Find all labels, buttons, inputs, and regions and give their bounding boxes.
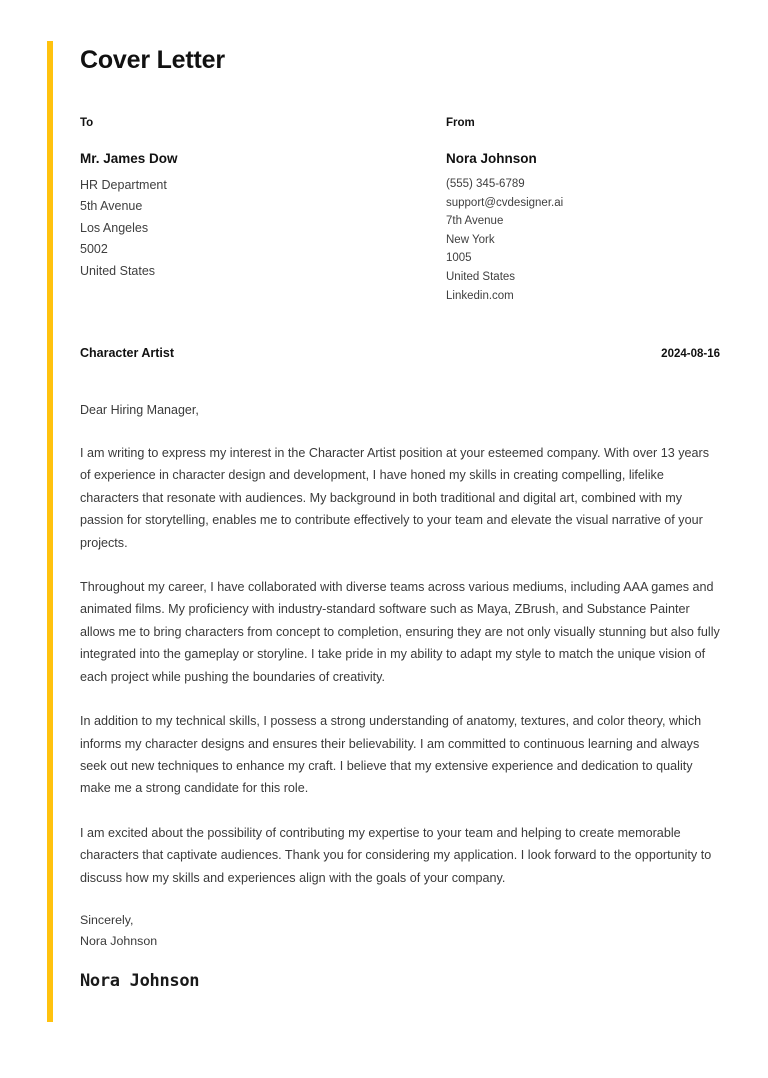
sender-line: New York (446, 233, 495, 246)
recipient-label: To (80, 116, 94, 129)
position-title: Character Artist (80, 346, 175, 361)
body-paragraph: In addition to my technical skills, I possess a strong understanding of anatomy, textures, and color theory, which informs my character designs and ensures their believability. I am committed to continuous learning and always seek out new techniques to enhance my craft. I believe that my extensive experience and dedication to quality make me a strong candidate for this role. (80, 714, 702, 796)
letter-body (80, 442, 720, 889)
recipient-line: United States (80, 263, 156, 278)
letter-date: 2024-08-16 (661, 348, 720, 361)
position-date-row (80, 346, 720, 362)
salutation: Dear Hiring Manager, (80, 403, 199, 418)
sender-website: Linkedin.com (446, 289, 514, 302)
sender-label: From (446, 116, 475, 129)
sender-email: support@cvdesigner.ai (446, 196, 564, 209)
closing-word: Sincerely, (80, 912, 134, 927)
sender-line: 1005 (446, 252, 472, 265)
recipient-line: HR Department (80, 177, 167, 192)
recipient-column (80, 118, 446, 306)
sender-name: Nora Johnson (446, 151, 537, 166)
address-block (80, 118, 720, 306)
recipient-line: 5002 (80, 242, 108, 257)
sender-column (446, 118, 720, 306)
recipient-line: 5th Avenue (80, 199, 143, 214)
sender-line: United States (446, 271, 516, 283)
body-paragraph: I am writing to express my interest in the Character Artist position at your esteemed company. With over 13 years of experience in character design and development, I have honed my skills in creating compelling, lifelike characters that resonate with audiences. My background in both traditional and digital art, combined with my passion for storytelling, enables me to contribute effectively to your team and elevate the visual narrative of your projects. (80, 446, 710, 550)
recipient-line: Los Angeles (80, 220, 149, 235)
page-title: Cover Letter (80, 46, 225, 74)
recipient-name: Mr. James Dow (80, 151, 178, 166)
letter-content (80, 41, 720, 991)
sender-phone: (555) 345-6789 (446, 177, 525, 190)
body-paragraph: Throughout my career, I have collaborated with diverse teams across various mediums, including AAA games and animated films. My proficiency with industry-standard software such as Maya, ZBrush, and Substance Painter allows me to bring characters from concept to completion, ensuring they are not only visually stunning but also fully integrated into the gameplay or storyline. I take pride in my ability to adapt my style to match the unique vision of each project while pushing the boundaries of creativity. (80, 580, 720, 684)
closing-name: Nora Johnson (80, 934, 158, 949)
signature: Nora Johnson (80, 970, 200, 991)
body-paragraph: I am excited about the possibility of contributing my expertise to your team and helping to create memorable characters that captivate audiences. Thank you for considering my application. I look forward to the opportunity to discuss how my skills and experiences align with the goals of your company. (80, 825, 712, 885)
closing-block (80, 910, 720, 991)
sender-line: 7th Avenue (446, 215, 504, 228)
left-accent-bar (47, 41, 53, 1022)
